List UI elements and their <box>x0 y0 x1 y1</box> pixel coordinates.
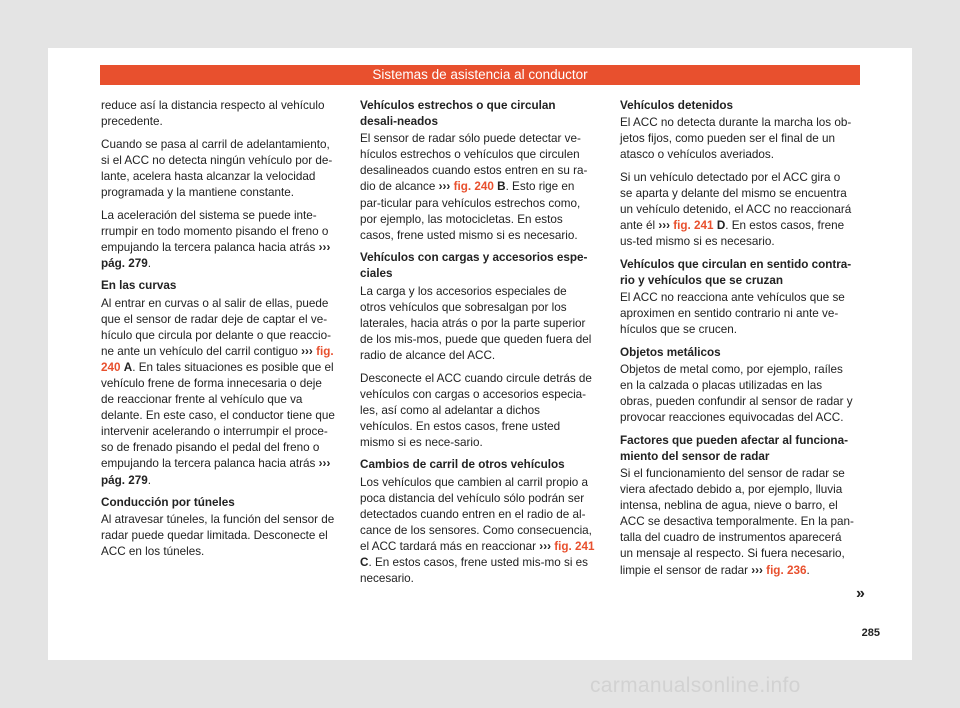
paragraph: Cuando se pasa al carril de adelantamiento, si el ACC no detecta ningún vehículo por de-lante, acelera hasta alcanzar la velocidad programada y la mantiene constante. <box>101 137 333 199</box>
column-3 <box>620 98 855 585</box>
subheading-radar-factors: Factores que pueden afectar al funciona-miento del sensor de radar <box>620 433 848 463</box>
paragraph: Desconecte el ACC cuando circule detrás de vehículos con cargas o accesorios especia-les, así como al adelantar a dichos vehículos. En estos casos, frene usted mismo si es nece-sario. <box>360 371 592 449</box>
paragraph: La carga y los accesorios especiales de otros vehículos que sobresalgan por los laterales, hacia atrás o por la parte superior de los mis-mos, puede que queden fuera del radio de alcance del ACC. <box>360 284 592 362</box>
ref-arrows: ››› <box>318 457 331 471</box>
figure-reference-link[interactable]: fig. 240 <box>101 344 334 374</box>
paragraph: reduce así la distancia respecto al vehículo precedente. <box>101 99 325 129</box>
page-reference-link[interactable]: pág. 279 <box>101 473 148 487</box>
paragraph-text: La aceleración del sistema se puede inte-rrumpir en todo momento pisando el freno o empujando la tercera palanca hacia atrás <box>101 208 329 254</box>
ref-arrows: ››› <box>751 563 763 577</box>
paragraph-text: . En estos casos, frene usted mis-mo si es necesario. <box>360 556 589 586</box>
paragraph: Al atravesar túneles, la función del sensor de radar puede quedar limitada. Desconecte el ACC en los túneles. <box>101 513 335 559</box>
ref-arrows: ››› <box>658 219 671 233</box>
paragraph <box>360 131 595 244</box>
subheading-tunnels: Conducción por túneles <box>101 496 235 510</box>
paragraph-text: . <box>806 563 810 577</box>
paragraph-text: . En tales situaciones es posible que el vehículo frene de forma innecesaria o deje de reaccionar frente al vehículo que va delante. En este caso, el conductor tiene que intervenir acelerando o interrumpir el proce-so de frenado pisando el pedal del freno o empujando la tercera palanca hacia atrás <box>101 360 335 471</box>
paragraph-text: . Esto rige en par-ticular para vehículos estrechos como, por ejemplo, las motocicletas. En estos casos, frene usted mismo si es necesario. <box>360 180 581 242</box>
figure-reference-link[interactable]: fig. 236 <box>766 563 807 577</box>
section-header: Sistemas de asistencia al conductor <box>100 65 860 85</box>
figure-reference-link[interactable]: fig. 240 <box>453 180 494 194</box>
paragraph <box>360 475 595 588</box>
paragraph: El ACC no detecta durante la marcha los ob-jetos fijos, como pueden ser el final de un atasco o vehículos averiados. <box>620 116 852 162</box>
paragraph <box>620 170 855 250</box>
paragraph: Al entrar en curvas o al salir de ellas, puede que el sensor de radar deje de captar el ve-hículo que circula por delante o que reaccio-ne ante un vehículo del carril contiguo ››› fig. 240 A. En tales situaciones es posible que el vehículo frene de forma innecesaria o deje de reaccionar frente al vehículo que va delante. En este caso, el conductor tiene que intervenir acelerando o interrumpir el proce-so de frenado pisando el pedal del freno o empujando la tercera palanca hacia atrás ››› pág. 279. <box>101 296 335 487</box>
watermark: carmanualsonline.info <box>590 674 801 697</box>
paragraph <box>620 466 855 579</box>
ref-arrows: ››› <box>438 180 451 194</box>
figure-reference-link[interactable]: fig. 241 <box>554 539 595 553</box>
column-2 <box>360 98 595 594</box>
figure-letter: A <box>123 360 133 374</box>
page-number: 285 <box>861 627 880 639</box>
continue-arrow-icon: » <box>856 585 865 602</box>
paragraph: El ACC no reacciona ante vehículos que se aproximen en sentido contrario ni ante ve-hículos que se crucen. <box>620 291 845 337</box>
subheading-metal-objects: Objetos metálicos <box>620 345 721 359</box>
paragraph-text: . En estos casos, frene us-ted mismo si es necesario. <box>620 219 845 249</box>
subheading-narrow-vehicles: Vehículos estrechos o que circulan desali-neados <box>360 99 556 129</box>
ref-arrows: ››› <box>539 539 551 553</box>
subheading-oncoming-vehicles: Vehículos que circulan en sentido contra-rio y vehículos que se cruzan <box>620 257 852 287</box>
paragraph-text: Al entrar en curvas o al salir de ellas, puede que el sensor de radar deje de captar el ve-hículo que circula por delante o que reaccio-ne ante un vehículo del carril contiguo <box>101 296 331 358</box>
figure-letter: C <box>360 556 369 570</box>
figure-letter: D <box>716 219 726 233</box>
column-1 <box>101 98 336 567</box>
paragraph: La aceleración del sistema se puede inte-rrumpir en todo momento pisando el freno o empujando la tercera palanca hacia atrás ››› pág. 279. <box>101 208 331 270</box>
subheading-curves: En las curvas <box>101 279 177 293</box>
subheading-stopped-vehicles: Vehículos detenidos <box>620 99 734 112</box>
paragraph-text: El sensor de radar sólo puede detectar ve-hículos estrechos o vehículos que circulen desalineados cuando estos entren en su ra-dio de alcance <box>360 132 588 194</box>
figure-letter: B <box>497 180 506 194</box>
figure-reference-link[interactable]: fig. 241 <box>673 219 714 233</box>
subheading-loads: Vehículos con cargas y accesorios espe-ciales <box>360 251 588 281</box>
page-reference-link[interactable]: pág. 279 <box>101 256 148 270</box>
paragraph: Objetos de metal como, por ejemplo, raíles en la calzada o placas utilizadas en las obras, pueden confundir al sensor de radar y provocar reacciones equivocadas del ACC. <box>620 362 853 425</box>
paragraph-text: Si un vehículo detectado por el ACC gira o se aparta y delante del mismo se encuentra un vehículo detenido, el ACC no reaccionará ante él <box>620 170 852 233</box>
subheading-lane-changes: Cambios de carril de otros vehículos <box>360 458 565 472</box>
paragraph-text: Si el funcionamiento del sensor de radar se viera afectado debido a, por ejemplo, lluvia intensa, neblina de agua, nieve o barro, el ACC se desactiva temporalmente. En la pan-talla del cuadro de instrumentos aparecerá un mensaje al respecto. Si fuera necesario, limpie el sensor de radar <box>620 466 854 577</box>
paragraph-text: Los vehículos que cambien al carril propio a poca distancia del vehículo sólo podrán ser detectados cuando entren en el radio de al-cance de los sensores. Como consecuencia, el ACC tardará más en reaccionar <box>360 475 592 553</box>
ref-arrows: ››› <box>301 344 313 358</box>
ref-arrows: ››› <box>318 240 331 254</box>
